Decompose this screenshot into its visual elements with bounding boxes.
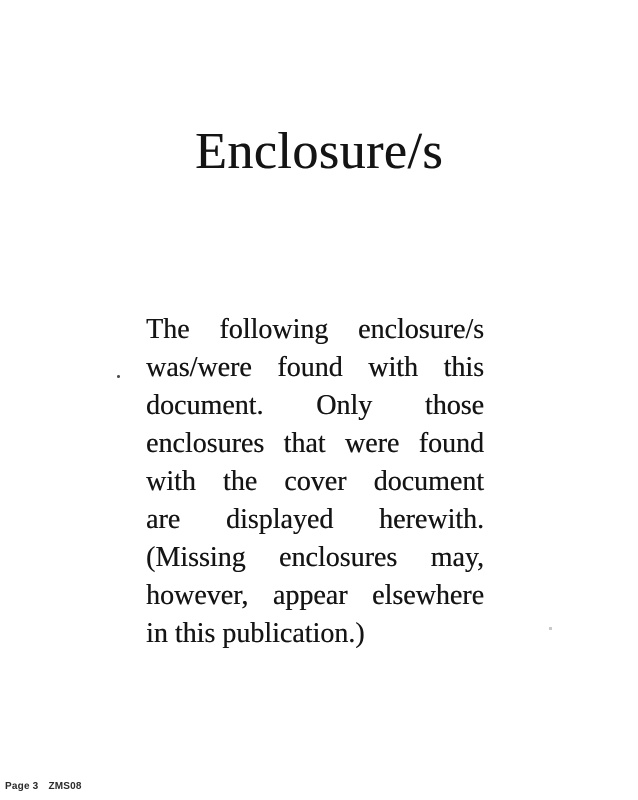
page-title: Enclosure/s [194,123,444,180]
paragraph-line: in this publication.) [146,618,365,649]
scan-speck-light [549,627,552,630]
paragraph-line: enclosures that were found [146,428,484,459]
page-number-label: Page 3 [5,781,39,792]
page-footer [5,781,82,792]
paragraph-line: document. Only those [146,390,484,421]
paragraph-line: with the cover document [146,466,484,497]
paragraph-line: (Missing enclosures may, [146,542,484,573]
body-paragraph [146,311,484,653]
scan-speck-dark [117,375,120,378]
paragraph-line: The following enclosure/s [146,314,484,345]
paragraph-line: was/were found with this [146,352,484,383]
document-code-label: ZMS08 [48,781,82,792]
paragraph-line: however, appear elsewhere [146,580,484,611]
paragraph-line: are displayed herewith. [146,504,484,535]
